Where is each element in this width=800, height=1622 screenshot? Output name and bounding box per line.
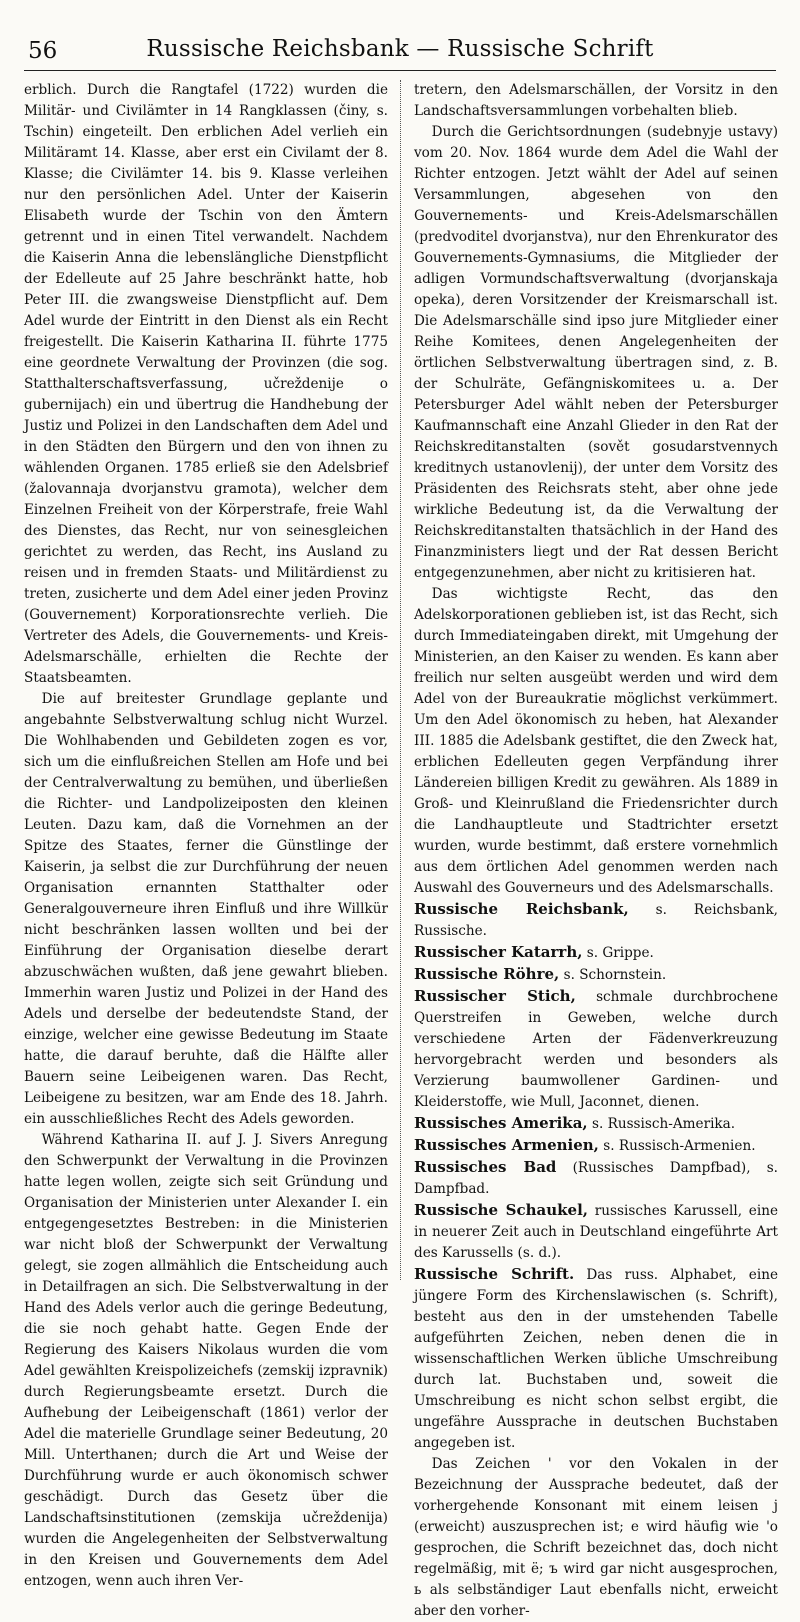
- entry-headword: Russisches Armenien,: [414, 1136, 599, 1154]
- paragraph: erblich. Durch die Rangtafel (1722) wurden die Militär- und Civilämter in 14 Rangklassen (činy, s. Tschin) eingeteilt. Den erblichen Adel verlieh ein Militäramt 14. Klasse, aber erst ein Civilamt der 8. Klasse; die Civilämter 14. bis 9. Klasse verleihen nur den persönlichen Adel. Unter der Kaiserin Elisabeth wurde der Tschin von den Ämtern getrennt und in einen Titel verwandelt. Nachdem die Kaiserin Anna die lebenslängliche Dienstpflicht der Edelleute auf 25 Jahre beschränkt hatte, hob Peter III. die zwangsweise Dienstpflicht auf. Dem Adel wurde der Eintritt in den Dienst als ein Recht freigestellt. Die Kaiserin Katharina II. führte 1775 eine geordnete Verwaltung der Provinzen (die sog. Statthalterschaftsverfassung, učreždenije o gubernijach) ein und übertrug die Handhebung der Justiz und Polizei in den Landschaften dem Adel und in den Städten den Bürgern und den von ihnen zu wählenden Organen. 1785 erließ sie den Adelsbrief (žalovannaja dvorjanstvu gramota), welcher dem Einzelnen Freiheit von der Körperstrafe, freie Wahl des Dienstes, das Recht, nur von seinesgleichen gerichtet zu werden, das Recht, ins Ausland zu reisen und in fremden Staats- und Militärdienst zu treten, zusicherte und dem Adel einer jeden Provinz (Gouvernement) Korporationsrechte verlieh. Die Vertreter des Adels, die Gouvernements- und Kreis-Adelsmarschälle, erhielten die Rechte der Staatsbeamten.: [24, 82, 388, 686]
- entry-headword: Russische Röhre,: [414, 965, 560, 983]
- entry-headword: Russisches Amerika,: [414, 1114, 588, 1132]
- entry-headword: Russischer Stich,: [414, 987, 576, 1005]
- column-divider: [400, 80, 401, 1280]
- entry-headword: Russische Reichsbank,: [414, 900, 629, 918]
- dictionary-entry: [414, 1200, 778, 1264]
- entry-text: s. Russisch-Armenien.: [598, 1138, 756, 1154]
- entry-headword: Russische Schaukel,: [414, 1201, 589, 1219]
- dictionary-entry: [414, 899, 778, 942]
- paragraph: Das Zeichen ' vor den Vokalen in der Bezeichnung der Aussprache bedeutet, daß der vorhergehende Konsonant mit einem leisen j (erweicht) auszusprechen ist; e wird häufig wie 'o gesprochen, die Schrift bezeichnet das, doch nicht regelmäßig, mit ë; ъ wird gar nicht ausgesprochen, ь als selbständiger Laut ebenfalls nicht, erweicht aber den vorher-: [414, 1456, 778, 1619]
- paragraph: Während Katharina II. auf J. J. Sivers Anregung den Schwerpunkt der Verwaltung in die Provinzen hatte legen wollen, zeigte sich seit Gründung und Organisation der Ministerien unter Alexander I. ein entgegengesetztes Bestreben: in die Ministerien war nicht bloß der Schwerpunkt der Verwaltung gelegt, sie zogen allmählich die Entscheidung auch in Detailfragen an sich. Die Selbstverwaltung in der Hand des Adels verlor auch die geringe Bedeutung, die sie noch gehabt hatte. Gegen Ende der Regierung des Kaisers Nikolaus wurden die vom Adel gewählten Kreispolizeichefs (zemskij izpravnik) durch Regierungsbeamte ersetzt. Durch die Aufhebung der Leibeigenschaft (1861) verlor der Adel die materielle Grundlage seiner Bedeutung, 20 Mill. Unterthanen; durch die Art und Weise der Durchführung wurde er auch ökonomisch schwer geschädigt. Durch das Gesetz über die Landschaftsinstitutionen (zemskija učreždenija) wurden die Angelegenheiten der Selbstverwaltung in den Kreisen und Gouvernements dem Adel entzogen, wenn auch ihren Ver-: [24, 1132, 388, 1589]
- running-title: Russische Reichsbank — Russische Schrift: [146, 36, 654, 62]
- page-header: [24, 30, 776, 71]
- entry-text: Das russ. Alphabet, eine jüngere Form des Kirchenslawischen (s. Schrift), besteht aus den in der umstehenden Tabelle aufgeführten Zeichen, neben denen die in wissenschaftlichen Werken übliche Umschreibung durch lat. Buchstaben und, soweit die Umschreibung es nicht schon selbst ergibt, die ungefähre Aussprache in deutschen Buchstaben angegeben ist.: [414, 1267, 778, 1451]
- right-column: [414, 80, 778, 1622]
- left-column: [24, 80, 388, 1592]
- dictionary-entry: [414, 942, 778, 964]
- entry-text: s. Grippe.: [582, 945, 654, 961]
- entry-text: schmale durchbrochene Querstreifen in Geweben, welche durch verschiedene Arten der Fädenverkreuzung hervorgebracht werden und besonders als Verzierung baumwollener Gardinen- und Kleiderstoffe, wie Mull, Jaconnet, dienen.: [414, 989, 778, 1110]
- entry-text: russisches Karussell, eine in neuerer Zeit auch in Deutschland eingeführte Art des Karussells (s. d.).: [414, 1203, 779, 1261]
- entry-text: (Russisches Dampfbad), s. Dampfbad.: [414, 1160, 779, 1197]
- dictionary-entry: [414, 1113, 778, 1135]
- dictionary-entry: [414, 1157, 778, 1200]
- entry-headword: Russische Schrift.: [414, 1265, 575, 1283]
- entry-text: s. Reichsbank, Russische.: [414, 902, 778, 939]
- paragraph: Das wichtigste Recht, das den Adelskorporationen geblieben ist, ist das Recht, sich durch Immediateingaben direkt, mit Umgehung der Ministerien, an den Kaiser zu wenden. Es kann aber freilich nur selten ausgeübt werden und wird dem Adel von der Bureaukratie möglichst verkümmert. Um den Adel ökonomisch zu heben, hat Alexander III. 1885 die Adelsbank gestiftet, die den Zweck hat, erblichen Edelleuten gegen Verpfändung ihrer Ländereien billigen Kredit zu gewähren. Als 1889 in Groß- und Kleinrußland die Friedensrichter durch die Landhauptleute und Stadtrichter ersetzt wurden, wurde bestimmt, daß erstere vornehmlich aus dem örtlichen Adel genommen werden nach Auswahl des Gouverneurs und des Adelsmarschalls.: [414, 586, 778, 896]
- entry-text: s. Russisch-Amerika.: [587, 1116, 736, 1132]
- paragraph: tretern, den Adelsmarschällen, der Vorsitz in den Landschaftsversammlungen vorbehalten blieb.: [414, 82, 778, 119]
- paragraph: Durch die Gerichtsordnungen (sudebnyje ustavy) vom 20. Nov. 1864 wurde dem Adel die Wahl der Richter entzogen. Jetzt wählt der Adel auf seinen Versammlungen, abgesehen von den Gouvernements- und Kreis-Adelsmarschällen (predvoditel dvorjanstva), nur den Ehrenkurator des Gouvernements-Gymnasiums, die Mitglieder der adligen Vormundschaftsverwaltung (dvorjanskaja opeka), deren Vorsitzender der Kreismarschall ist. Die Adelsmarschälle sind ipso jure Mitglieder einer Reihe Komitees, denen Angelegenheiten der örtlichen Selbstverwaltung übertragen sind, z. B. der Schulräte, Gefängniskomitees u. a. Der Petersburger Adel wählt neben der Petersburger Kaufmannschaft eine Anzahl Glieder in den Rat der Reichskreditanstalten (sovět gosudarstvennych kreditnych ustanovlenij), der unter dem Vorsitz des Präsidenten des Reichsrats steht, aber ohne jede wirkliche Bedeutung ist, da die Verwaltung der Reichskreditanstalten thatsächlich in der Hand des Finanzministers liegt und der Rat dessen Bericht entgegenzunehmen, aber nicht zu kritisieren hat.: [414, 124, 778, 581]
- entry-headword: Russischer Katarrh,: [414, 943, 583, 961]
- entry-headword: Russisches Bad: [414, 1158, 557, 1176]
- entry-text: s. Schornstein.: [559, 967, 667, 983]
- paragraph: Die auf breitester Grundlage geplante und angebahnte Selbstverwaltung schlug nicht Wurzel. Die Wohlhabenden und Gebildeten zogen es vor, sich um die einflußreichen Stellen am Hofe und bei der Centralverwaltung zu bemühen, und überließen die Richter- und Landpolizeiposten den kleinen Leuten. Dazu kam, daß die Vornehmen an der Spitze des Staates, ferner die Günstlinge der Kaiserin, ja selbst die zur Durchführung der neuen Organisation ernannten Statthalter oder Generalgouverneure ihren Einfluß und ihre Willkür nicht beschränken lassen wollten und bei der Einführung der Organisation dieselbe derart abzuschwächen wußten, daß jene gewahrt blieben. Immerhin waren Justiz und Polizei in der Hand des Adels und derselbe der bedeutendste Stand, der einzige, welcher eine gewisse Bedeutung im Staate hatte, die darauf beruhte, daß die Hälfte aller Bauern seine Leibeigenen waren. Das Recht, Leibeigene zu besitzen, war am Ende des 18. Jahrh. ein ausschließliches Recht des Adels geworden.: [24, 691, 388, 1127]
- page-number: 56: [28, 38, 58, 64]
- dictionary-entry: [414, 964, 778, 986]
- dictionary-entry: [414, 986, 778, 1113]
- dictionary-entry: [414, 1264, 778, 1454]
- dictionary-entry: [414, 1135, 778, 1157]
